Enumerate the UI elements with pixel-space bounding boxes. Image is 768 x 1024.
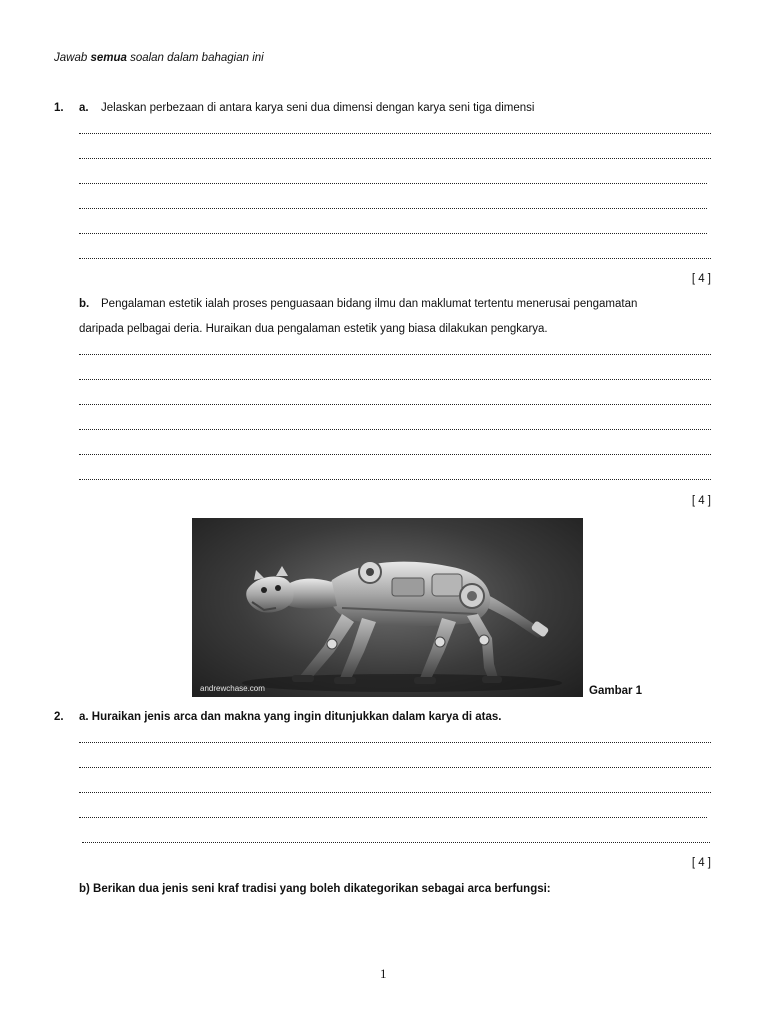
question-1a-text: Jelaskan perbezaan di antara karya seni dua dimensi dengan karya seni tiga dimensi <box>101 102 535 114</box>
answer-line-2a-1[interactable] <box>79 742 711 743</box>
page-number: 1 <box>380 966 387 981</box>
answer-line-2a-4[interactable] <box>79 817 707 818</box>
question-1b-text-line1: Pengalaman estetik ialah proses penguasaan bidang ilmu dan maklumat tertentu menerusai pengamatan <box>101 298 638 310</box>
answer-line-1a-5[interactable] <box>79 233 707 234</box>
section-instructions <box>54 52 264 64</box>
answer-line-1a-1[interactable] <box>79 133 711 134</box>
marks-1b: [ 4 ] <box>691 495 711 507</box>
instructions-prefix: Jawab <box>54 52 91 64</box>
answer-line-1a-6[interactable] <box>79 258 711 259</box>
figure-caption: Gambar 1 <box>589 685 643 697</box>
answer-line-2a-2[interactable] <box>79 767 711 768</box>
question-2a-text: a. Huraikan jenis arca dan makna yang ingin ditunjukkan dalam karya di atas. <box>79 711 502 723</box>
marks-1a: [ 4 ] <box>691 273 711 285</box>
question-1a-label: a. <box>79 102 89 114</box>
question-1b-label: b. <box>79 298 90 310</box>
question-1-number: 1. <box>54 102 64 114</box>
question-1b-text-line2: daripada pelbagai deria. Huraikan dua pengalaman estetik yang biasa dilakukan pengkarya. <box>79 323 548 335</box>
answer-line-1b-6[interactable] <box>79 479 711 480</box>
answer-line-1b-2[interactable] <box>79 379 711 380</box>
answer-line-1b-3[interactable] <box>79 404 711 405</box>
question-2b-text: b) Berikan dua jenis seni kraf tradisi yang boleh dikategorikan sebagai arca berfungsi: <box>79 883 551 895</box>
sculpture-photo <box>192 518 583 697</box>
answer-line-1b-4[interactable] <box>79 429 711 430</box>
metal-cheetah-illustration <box>192 518 583 697</box>
instructions-suffix: soalan dalam bahagian ini <box>126 52 264 64</box>
photo-watermark: andrewchase.com <box>200 684 265 693</box>
answer-line-1a-2[interactable] <box>79 158 711 159</box>
instructions-emphasis: semua <box>90 52 127 64</box>
question-2-number: 2. <box>54 711 64 723</box>
answer-line-1a-4[interactable] <box>79 208 707 209</box>
answer-line-2a-5[interactable] <box>82 842 710 843</box>
answer-line-2a-3[interactable] <box>79 792 711 793</box>
answer-line-1b-5[interactable] <box>79 454 711 455</box>
marks-2a: [ 4 ] <box>691 857 711 869</box>
answer-line-1a-3[interactable] <box>79 183 707 184</box>
answer-line-1b-1[interactable] <box>79 354 711 355</box>
